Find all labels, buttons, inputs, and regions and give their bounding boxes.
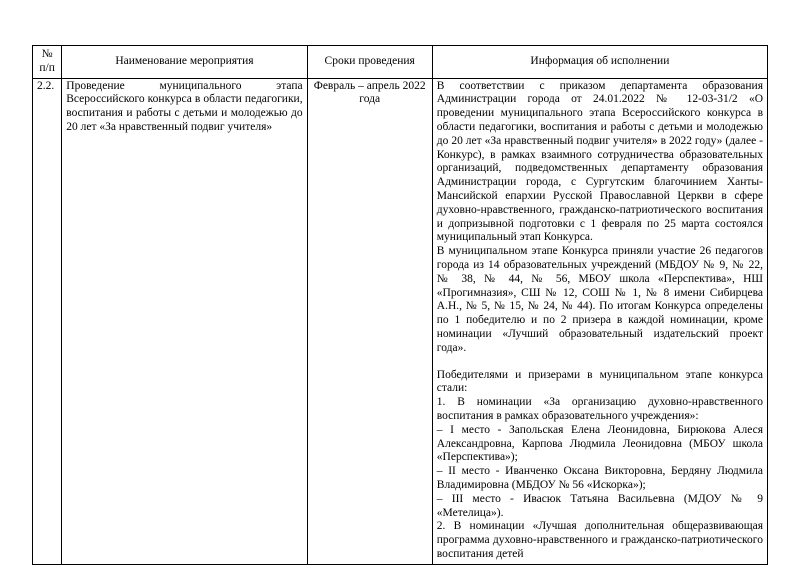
execution-info-cell: [432, 78, 767, 564]
event-name-cell: Проведение муниципального этапа Всероссийского конкурса в области педагогики, воспитания и работы с детьми и молодежью до 20 лет «За нравственный подвиг учителя»: [62, 78, 307, 564]
dates-cell: Февраль – апрель 2022 года: [307, 78, 432, 564]
info-paragraph: 2. В номинации «Лучшая дополнительная общеразвивающая программа духовно-нравственного и гражданско-патриотического воспитания детей: [436, 520, 763, 560]
report-table: [32, 45, 768, 565]
info-paragraph: В муниципальном этапе Конкурса приняли участие 26 педагогов города из 14 образовательных учреждений (МБДОУ № 9, № 22, № 38, № 44, № 56, МБОУ школа «Перспектива», НШ «Прогимназия», СШ № 12, СОШ № 1, № 8 имени Сибирцева А.Н., № 5, № 15, № 24, № 44). По итогам Конкурса определены по 1 победителю и по 2 призера в каждой номинации, кроме номинации «Лучший образовательный издательский проект года».: [436, 245, 763, 354]
info-paragraph: – I место - Запольская Елена Леонидовна, Бирюкова Алеся Александровна, Карпова Людмила Леонидовна (МБОУ школа «Перспектива»);: [436, 423, 763, 464]
header-dates: Сроки проведения: [307, 46, 432, 79]
table-header-row: [33, 46, 768, 79]
header-num-line1: №: [41, 48, 53, 60]
header-num: [33, 46, 62, 79]
info-paragraph: – II место - Иванченко Оксана Викторовна, Бердяну Людмила Владимировна (МБДОУ № 56 «Искорка»);: [436, 465, 763, 491]
header-info: Информация об исполнении: [432, 46, 767, 79]
table-row: [33, 78, 768, 564]
header-num-line2: п/п: [39, 61, 55, 74]
row-number-cell: 2.2.: [33, 78, 62, 564]
header-event-name: Наименование мероприятия: [62, 46, 307, 79]
info-paragraph: В соответствии с приказом департамента образования Администрации города от 24.01.2022 № 12-03-31/2 «О проведении муниципального этапа Всероссийского конкурса в области педагогики, воспитания и работы с детьми и молодежью до 20 лет «За нравственный подвиг учителя» в 2022 году» (далее - Конкурс), в рамках взаимного сотрудничества образовательных организаций, подведомственных департаменту образования Администрации города, с Сургутским благочинием Ханты-Мансийской епархии Русской Православной Церкви в сфере духовно-нравственного, гражданско-патриотического воспитания и допризывной подготовки с 1 февраля по 25 марта состоялся муниципальный этап Конкурса.: [436, 79, 763, 244]
info-paragraph: – III место - Ивасюк Татьяна Васильевна (МДОУ № 9 «Метелица»).: [436, 492, 763, 519]
info-paragraph: Победителями и призерами в муниципальном этапе конкурса стали:: [436, 368, 763, 395]
info-paragraph: 1. В номинации «За организацию духовно-нравственного воспитания в рамках образовательного учреждения»:: [436, 396, 763, 422]
